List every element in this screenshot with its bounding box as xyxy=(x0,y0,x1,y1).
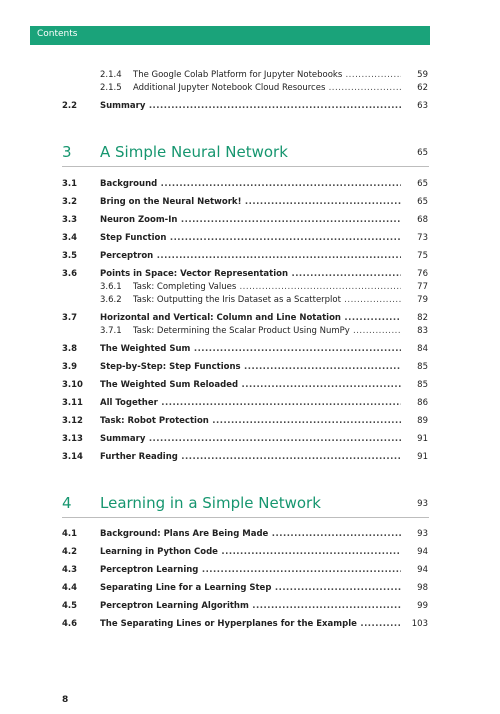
entry-title: Background: Plans Are Being Made ..... xyxy=(100,527,401,541)
toc-entry-3-3[interactable] xyxy=(0,213,500,227)
toc-entry-2-2[interactable] xyxy=(0,99,500,113)
toc-entry-3-2[interactable] xyxy=(0,195,500,209)
entry-title: Summary ..... xyxy=(100,432,401,446)
entry-page: 77 xyxy=(411,280,428,294)
entry-number: 2.2 xyxy=(62,101,78,111)
entry-number: 3.7 xyxy=(62,313,78,323)
entry-title: Learning in Python Code ..... xyxy=(100,545,401,559)
entry-number: 3.11 xyxy=(62,398,83,408)
entry-number: 3.4 xyxy=(62,233,78,243)
entry-title: Task: Robot Protection ..... xyxy=(100,414,401,428)
entry-number: 4.2 xyxy=(62,547,78,557)
toc-entry-3-6-2[interactable] xyxy=(0,293,500,307)
entry-number: 3.7.1 xyxy=(100,326,122,336)
toc-entry-4-5[interactable] xyxy=(0,599,500,613)
toc-entry-4-2[interactable] xyxy=(0,545,500,559)
entry-page: 89 xyxy=(411,414,428,428)
entry-title: Perceptron Learning Algorithm ..... xyxy=(100,599,401,613)
entry-title: The Weighted Sum Reloaded ..... xyxy=(100,378,401,392)
entry-number: 3.12 xyxy=(62,416,83,426)
entry-page: 86 xyxy=(411,396,428,410)
entry-title: The Separating Lines or Hyperplanes for the Example ..... xyxy=(100,617,401,631)
chapter-page: 93 xyxy=(417,499,428,509)
chapter-4-heading[interactable] xyxy=(0,494,500,516)
toc-entry-3-11[interactable] xyxy=(0,396,500,410)
entry-page: 94 xyxy=(411,545,428,559)
entry-title: Further Reading ..... xyxy=(100,450,401,464)
entry-title: Additional Jupyter Notebook Cloud Resources ..... xyxy=(133,81,401,95)
entry-number: 4.3 xyxy=(62,565,78,575)
entry-page: 62 xyxy=(411,81,428,95)
chapter-title: Learning in a Simple Network xyxy=(100,494,321,512)
entry-number: 2.1.5 xyxy=(100,83,122,93)
entry-page: 85 xyxy=(411,360,428,374)
toc-entry-3-5[interactable] xyxy=(0,249,500,263)
entry-number: 4.4 xyxy=(62,583,78,593)
entry-number: 3.9 xyxy=(62,362,78,372)
entry-number: 3.6.2 xyxy=(100,295,122,305)
toc-entry-3-6-1[interactable] xyxy=(0,280,500,294)
chapter-divider xyxy=(62,517,429,518)
entry-title: Neuron Zoom-In ..... xyxy=(100,213,401,227)
entry-title: Background ..... xyxy=(100,177,401,191)
entry-title: All Together ..... xyxy=(100,396,401,410)
entry-number: 4.1 xyxy=(62,529,78,539)
entry-number: 4.6 xyxy=(62,619,78,629)
chapter-title: A Simple Neural Network xyxy=(100,143,288,161)
entry-number: 3.8 xyxy=(62,344,78,354)
entry-page: 84 xyxy=(411,342,428,356)
entry-title: The Google Colab Platform for Jupyter Notebooks ..... xyxy=(133,68,401,82)
entry-page: 65 xyxy=(411,177,428,191)
entry-title: Task: Determining the Scalar Product Using NumPy ..... xyxy=(133,324,401,338)
entry-page: 83 xyxy=(411,324,428,338)
entry-page: 85 xyxy=(411,378,428,392)
entry-page: 63 xyxy=(411,99,428,113)
entry-title: Horizontal and Vertical: Column and Line Notation ..... xyxy=(100,311,401,325)
entry-number: 3.2 xyxy=(62,197,78,207)
entry-number: 2.1.4 xyxy=(100,70,122,80)
entry-page: 103 xyxy=(406,617,428,631)
entry-title: Bring on the Neural Network! ..... xyxy=(100,195,401,209)
toc-entry-4-1[interactable] xyxy=(0,527,500,541)
entry-title: Summary ..... xyxy=(100,99,401,113)
toc-entry-3-12[interactable] xyxy=(0,414,500,428)
entry-page: 75 xyxy=(411,249,428,263)
entry-number: 4.5 xyxy=(62,601,78,611)
header-label: Contents xyxy=(37,29,78,39)
entry-number: 3.14 xyxy=(62,452,83,462)
chapter-divider xyxy=(62,166,429,167)
entry-number: 3.3 xyxy=(62,215,78,225)
toc-entry-2-1-4[interactable] xyxy=(0,68,500,82)
entry-title: Task: Completing Values ..... xyxy=(133,280,401,294)
entry-number: 3.6 xyxy=(62,269,78,279)
entry-title: Perceptron Learning ..... xyxy=(100,563,401,577)
chapter-number: 4 xyxy=(62,494,72,512)
chapter-page: 65 xyxy=(417,148,428,158)
entry-title: The Weighted Sum ..... xyxy=(100,342,401,356)
entry-page: 94 xyxy=(411,563,428,577)
entry-title: Step-by-Step: Step Functions ..... xyxy=(100,360,401,374)
entry-page: 73 xyxy=(411,231,428,245)
entry-number: 3.6.1 xyxy=(100,282,122,292)
entry-title: Perceptron ..... xyxy=(100,249,401,263)
chapter-number: 3 xyxy=(62,143,72,161)
entry-title: Task: Outputting the Iris Dataset as a Scatterplot ..... xyxy=(133,293,401,307)
entry-page: 76 xyxy=(411,267,428,281)
entry-number: 3.5 xyxy=(62,251,78,261)
toc-entry-2-1-5[interactable] xyxy=(0,81,500,95)
toc-entry-3-7-1[interactable] xyxy=(0,324,500,338)
entry-page: 59 xyxy=(411,68,428,82)
entry-page: 65 xyxy=(411,195,428,209)
toc-entry-3-4[interactable] xyxy=(0,231,500,245)
entry-number: 3.1 xyxy=(62,179,78,189)
entry-page: 98 xyxy=(411,581,428,595)
entry-page: 82 xyxy=(411,311,428,325)
toc-entry-3-8[interactable] xyxy=(0,342,500,356)
running-header xyxy=(30,26,430,45)
toc-entry-4-4[interactable] xyxy=(0,581,500,595)
entry-page: 91 xyxy=(411,432,428,446)
toc-entry-3-14[interactable] xyxy=(0,450,500,464)
entry-page: 91 xyxy=(411,450,428,464)
entry-title: Step Function ..... xyxy=(100,231,401,245)
toc-entry-3-10[interactable] xyxy=(0,378,500,392)
entry-page: 68 xyxy=(411,213,428,227)
entry-number: 3.10 xyxy=(62,380,83,390)
entry-title: Separating Line for a Learning Step ..... xyxy=(100,581,401,595)
toc-entry-3-1[interactable] xyxy=(0,177,500,191)
toc-entry-4-3[interactable] xyxy=(0,563,500,577)
entry-number: 3.13 xyxy=(62,434,83,444)
toc-entry-4-6[interactable] xyxy=(0,617,500,631)
toc-entry-3-13[interactable] xyxy=(0,432,500,446)
toc-entry-3-9[interactable] xyxy=(0,360,500,374)
entry-page: 99 xyxy=(411,599,428,613)
entry-page: 79 xyxy=(411,293,428,307)
chapter-3-heading[interactable] xyxy=(0,143,500,165)
toc-entry-3-7[interactable] xyxy=(0,311,500,325)
entry-title: Points in Space: Vector Representation ..... xyxy=(100,267,401,281)
page-number: 8 xyxy=(62,695,69,705)
toc-entry-3-6[interactable] xyxy=(0,267,500,281)
entry-page: 93 xyxy=(411,527,428,541)
